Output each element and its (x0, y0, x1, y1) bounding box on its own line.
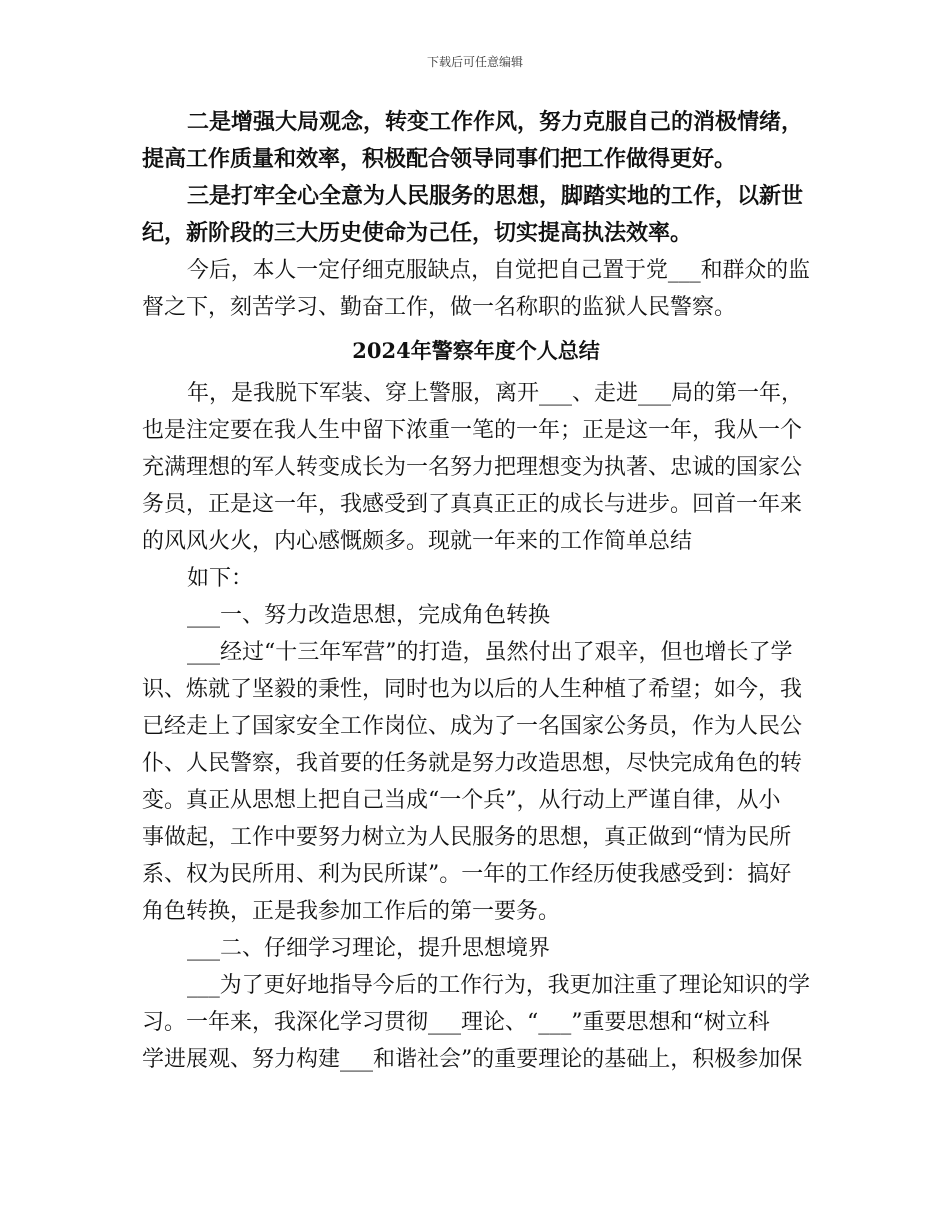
paragraph (142, 930, 810, 967)
text-line: 如下： (187, 566, 254, 591)
paragraph (142, 178, 810, 252)
text-line: 督之下，刻苦学习、勤奋工作，做一名称职的监狱人民警察。 (142, 295, 737, 320)
page-header: 下载后可任意编辑 (426, 55, 523, 69)
text-line: 角色转换，正是我参加工作后的第一要务。 (142, 899, 561, 924)
text-line: ___为了更好地指导今后的工作行为，我更加注重了理论知识的学 (187, 973, 810, 998)
text-line: ___一、努力改造思想，完成角色转换 (187, 603, 551, 628)
paragraph (142, 252, 810, 326)
text-line: 学进展观、努力构建___和谐社会”的重要理论的基础上，积极参加保 (142, 1047, 803, 1072)
paragraph (142, 104, 810, 178)
paragraph (142, 560, 810, 597)
text-line: 也是注定要在我人生中留下浓重一笔的一年；正是这一年，我从一个 (142, 418, 803, 443)
text-line: 充满理想的军人转变成长为一名努力把理想变为执著、忠诚的国家公 (142, 455, 803, 480)
text-line: 年，是我脱下军装、穿上警服，离开___、走进___局的第一年， (187, 381, 804, 406)
text-line: 纪，新阶段的三大历史使命为己任，切实提高执法效率。 (142, 220, 693, 246)
text-line: ___二、仔细学习理论，提升思想境界 (187, 936, 551, 961)
text-line: 务员，正是这一年，我感受到了真真正正的成长与进步。回首一年来 (142, 492, 803, 517)
text-line: 提高工作质量和效率，积极配合领导同事们把工作做得更好。 (142, 146, 737, 172)
text-line: 今后，本人一定仔细克服缺点，自觉把自己置于党___和群众的监 (187, 258, 810, 283)
text-line: 二是增强大局观念，转变工作作风，努力克服自己的消极情绪， (187, 109, 804, 135)
paragraph (142, 634, 810, 930)
text-line: 已经走上了国家安全工作岗位、成为了一名国家公务员，作为人民公 (142, 714, 803, 739)
text-line: 事做起，工作中要努力树立为人民服务的思想，真正做到“情为民所 (142, 825, 792, 850)
paragraph (142, 375, 810, 560)
paragraph (142, 967, 810, 1078)
text-line: ___经过“十三年军营”的打造，虽然付出了艰辛，但也增长了学 (187, 640, 793, 665)
text-line: 系、权为民所用、利为民所谋”。一年的工作经历使我感受到：搞好 (142, 862, 792, 887)
text-line: 变。真正从思想上把自己当成“一个兵”，从行动上严谨自律，从小 (142, 788, 781, 813)
text-line: 三是打牢全心全意为人民服务的思想，脚踏实地的工作，以新世 (187, 183, 804, 209)
document-body (142, 104, 810, 1078)
text-line: 习。一年来，我深化学习贯彻___理论、“___”重要思想和“树立科 (142, 1010, 770, 1035)
section-title: 2024年警察年度个人总结 (352, 338, 600, 363)
text-line: 仆、人民警察，我首要的任务就是努力改造思想，尽快完成角色的转 (142, 751, 803, 776)
text-line: 的风风火火，内心感慨颇多。现就一年来的工作简单总结 (142, 529, 693, 554)
text-line: 识、炼就了坚毅的秉性，同时也为以后的人生种植了希望；如今，我 (142, 677, 803, 702)
paragraph (142, 597, 810, 634)
